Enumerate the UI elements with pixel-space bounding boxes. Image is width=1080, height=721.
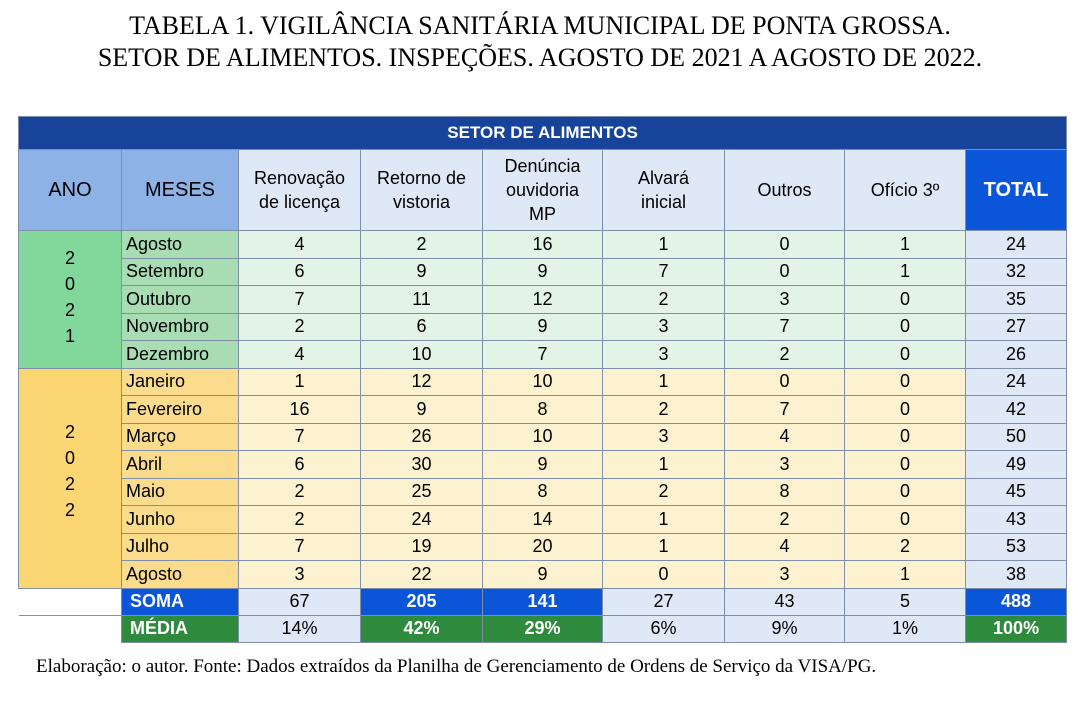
column-header-category	[603, 150, 725, 231]
total-cell: 42	[966, 396, 1067, 424]
month-cell: Janeiro	[122, 368, 239, 396]
value-cell: 0	[845, 478, 966, 506]
value-cell: 24	[361, 506, 483, 534]
column-header-line: Denúncia	[504, 156, 581, 176]
value-cell: 19	[361, 533, 483, 561]
value-cell: 7	[239, 286, 361, 314]
soma-total-cell: 488	[966, 588, 1067, 615]
value-cell: 8	[725, 478, 845, 506]
value-cell: 0	[845, 506, 966, 534]
media-value-cell: 1%	[845, 615, 966, 642]
soma-row	[19, 588, 1067, 615]
value-cell: 7	[725, 313, 845, 341]
month-cell: Novembro	[122, 313, 239, 341]
media-value-cell: 14%	[239, 615, 361, 642]
value-cell: 2	[239, 506, 361, 534]
table-row	[19, 451, 1067, 479]
value-cell: 16	[239, 396, 361, 424]
value-cell: 1	[845, 231, 966, 259]
column-header-category	[483, 150, 603, 231]
value-cell: 9	[361, 396, 483, 424]
value-cell: 22	[361, 561, 483, 589]
column-header-line: Ofício 3º	[870, 180, 940, 200]
value-cell: 0	[845, 368, 966, 396]
value-cell: 4	[725, 423, 845, 451]
value-cell: 1	[603, 231, 725, 259]
value-cell: 1	[239, 368, 361, 396]
column-header-line: ouvidoria	[505, 180, 580, 200]
column-header-line: Renovação	[253, 168, 346, 188]
soma-value-cell: 141	[483, 588, 603, 615]
value-cell: 6	[239, 258, 361, 286]
column-header-total: TOTAL	[966, 150, 1067, 231]
table-row	[19, 506, 1067, 534]
value-cell: 2	[361, 231, 483, 259]
table-row	[19, 478, 1067, 506]
value-cell: 0	[845, 286, 966, 314]
value-cell: 0	[725, 258, 845, 286]
value-cell: 14	[483, 506, 603, 534]
blank-cell	[19, 588, 122, 615]
value-cell: 7	[483, 341, 603, 369]
value-cell: 7	[603, 258, 725, 286]
month-cell: Abril	[122, 451, 239, 479]
total-cell: 24	[966, 231, 1067, 259]
value-cell: 0	[725, 368, 845, 396]
total-cell: 35	[966, 286, 1067, 314]
media-label: MÉDIA	[122, 615, 239, 642]
value-cell: 10	[361, 341, 483, 369]
total-cell: 32	[966, 258, 1067, 286]
value-cell: 8	[483, 478, 603, 506]
value-cell: 30	[361, 451, 483, 479]
inspection-table-wrapper	[18, 116, 1066, 643]
value-cell: 9	[361, 258, 483, 286]
value-cell: 7	[725, 396, 845, 424]
year-digit: 1	[64, 326, 75, 346]
value-cell: 9	[483, 451, 603, 479]
value-cell: 2	[603, 396, 725, 424]
month-cell: Agosto	[122, 561, 239, 589]
value-cell: 2	[603, 478, 725, 506]
total-cell: 43	[966, 506, 1067, 534]
value-cell: 26	[361, 423, 483, 451]
sector-header: SETOR DE ALIMENTOS	[19, 117, 1067, 150]
value-cell: 9	[483, 258, 603, 286]
column-header-row	[19, 150, 1067, 231]
value-cell: 16	[483, 231, 603, 259]
value-cell: 3	[725, 561, 845, 589]
total-cell: 45	[966, 478, 1067, 506]
value-cell: 2	[603, 286, 725, 314]
soma-value-cell: 67	[239, 588, 361, 615]
month-cell: Julho	[122, 533, 239, 561]
value-cell: 6	[239, 451, 361, 479]
column-header-line: Alvará	[637, 168, 690, 188]
total-cell: 27	[966, 313, 1067, 341]
table-caption: Elaboração: o autor. Fonte: Dados extraídos da Planilha de Gerenciamento de Ordens de Serviço da VISA/PG.	[36, 656, 877, 677]
month-cell: Março	[122, 423, 239, 451]
value-cell: 2	[239, 313, 361, 341]
soma-value-cell: 27	[603, 588, 725, 615]
value-cell: 2	[725, 506, 845, 534]
month-cell: Dezembro	[122, 341, 239, 369]
value-cell: 0	[845, 313, 966, 341]
value-cell: 1	[603, 368, 725, 396]
year-cell	[19, 231, 122, 369]
table-row	[19, 286, 1067, 314]
column-header-line: de licença	[258, 192, 341, 212]
media-value-cell: 42%	[361, 615, 483, 642]
table-row	[19, 258, 1067, 286]
media-total-cell: 100%	[966, 615, 1067, 642]
value-cell: 3	[603, 313, 725, 341]
value-cell: 0	[845, 341, 966, 369]
value-cell: 10	[483, 368, 603, 396]
total-cell: 49	[966, 451, 1067, 479]
value-cell: 0	[845, 396, 966, 424]
table-row	[19, 423, 1067, 451]
soma-label: SOMA	[122, 588, 239, 615]
table-row	[19, 231, 1067, 259]
total-cell: 53	[966, 533, 1067, 561]
year-digit: 0	[64, 447, 75, 468]
value-cell: 2	[725, 341, 845, 369]
value-cell: 3	[603, 341, 725, 369]
value-cell: 25	[361, 478, 483, 506]
month-cell: Fevereiro	[122, 396, 239, 424]
value-cell: 1	[603, 451, 725, 479]
value-cell: 3	[725, 451, 845, 479]
soma-value-cell: 205	[361, 588, 483, 615]
value-cell: 0	[845, 451, 966, 479]
month-cell: Outubro	[122, 286, 239, 314]
value-cell: 0	[845, 423, 966, 451]
column-header-line: Retorno de	[376, 168, 467, 188]
column-header-ano: ANO	[19, 150, 122, 231]
year-cell	[19, 368, 122, 588]
value-cell: 3	[603, 423, 725, 451]
value-cell: 10	[483, 423, 603, 451]
value-cell: 1	[845, 561, 966, 589]
value-cell: 4	[725, 533, 845, 561]
year-digit: 2	[64, 473, 75, 494]
value-cell: 4	[239, 341, 361, 369]
value-cell: 2	[239, 478, 361, 506]
media-row	[19, 615, 1067, 642]
value-cell: 12	[483, 286, 603, 314]
month-cell: Agosto	[122, 231, 239, 259]
value-cell: 2	[845, 533, 966, 561]
table-row	[19, 368, 1067, 396]
column-header-line: MP	[529, 204, 556, 224]
value-cell: 1	[603, 533, 725, 561]
year-digit: 2	[64, 248, 75, 268]
year-digit: 0	[64, 274, 75, 294]
total-cell: 38	[966, 561, 1067, 589]
value-cell: 11	[361, 286, 483, 314]
month-cell: Junho	[122, 506, 239, 534]
value-cell: 8	[483, 396, 603, 424]
soma-value-cell: 43	[725, 588, 845, 615]
column-header-meses: MESES	[122, 150, 239, 231]
media-value-cell: 9%	[725, 615, 845, 642]
value-cell: 12	[361, 368, 483, 396]
media-value-cell: 29%	[483, 615, 603, 642]
value-cell: 1	[845, 258, 966, 286]
blank-cell	[19, 615, 122, 642]
title-line-1: TABELA 1. VIGILÂNCIA SANITÁRIA MUNICIPAL DE PONTA GROSSA.	[129, 11, 951, 40]
month-cell: Setembro	[122, 258, 239, 286]
column-header-category	[361, 150, 483, 231]
total-cell: 50	[966, 423, 1067, 451]
inspection-table	[18, 116, 1067, 643]
table-row	[19, 561, 1067, 589]
month-cell: Maio	[122, 478, 239, 506]
table-row	[19, 341, 1067, 369]
column-header-category	[725, 150, 845, 231]
value-cell: 4	[239, 231, 361, 259]
title-line-2: SETOR DE ALIMENTOS. INSPEÇÕES. AGOSTO DE 2021 A AGOSTO DE 2022.	[97, 43, 983, 72]
column-header-line: inicial	[640, 192, 687, 212]
value-cell: 1	[603, 506, 725, 534]
year-digit: 2	[64, 421, 75, 442]
table-row	[19, 313, 1067, 341]
table-row	[19, 533, 1067, 561]
table-row	[19, 396, 1067, 424]
value-cell: 9	[483, 561, 603, 589]
year-digit: 2	[64, 499, 75, 520]
column-header-line: vistoria	[392, 192, 450, 212]
total-cell: 24	[966, 368, 1067, 396]
column-header-category	[239, 150, 361, 231]
sector-header-row	[19, 117, 1067, 150]
column-header-line: Outros	[757, 180, 812, 200]
value-cell: 3	[725, 286, 845, 314]
value-cell: 9	[483, 313, 603, 341]
year-digit: 2	[64, 300, 75, 320]
media-value-cell: 6%	[603, 615, 725, 642]
value-cell: 0	[603, 561, 725, 589]
value-cell: 7	[239, 533, 361, 561]
table-title	[0, 10, 1080, 74]
value-cell: 7	[239, 423, 361, 451]
value-cell: 0	[725, 231, 845, 259]
column-header-category	[845, 150, 966, 231]
value-cell: 20	[483, 533, 603, 561]
value-cell: 6	[361, 313, 483, 341]
total-cell: 26	[966, 341, 1067, 369]
soma-value-cell: 5	[845, 588, 966, 615]
value-cell: 3	[239, 561, 361, 589]
